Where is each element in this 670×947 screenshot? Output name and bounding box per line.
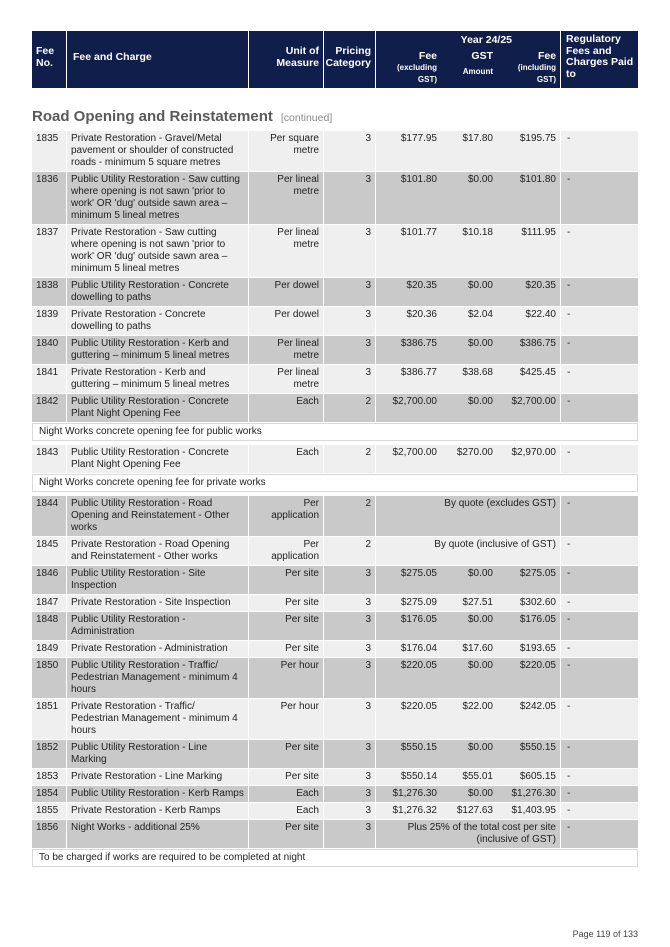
unit-of-measure: Per hour (248, 658, 323, 699)
header-fee-incl-sub: (including GST) (517, 63, 557, 84)
fee-incl-gst: $22.40 (497, 307, 560, 336)
unit-of-measure: Per square metre (248, 131, 323, 172)
fee-excl-gst: $101.80 (375, 172, 441, 225)
table-row (32, 699, 638, 740)
fee-table (32, 31, 638, 88)
fee-description: Public Utility Restoration - Concrete Plant Night Opening Fee (66, 445, 248, 474)
pricing-category: 2 (323, 394, 375, 423)
pricing-category: 3 (323, 612, 375, 641)
fee-description: Public Utility Restoration - Kerb and guttering – minimum 5 lineal metres (66, 336, 248, 365)
fee-number: 1856 (32, 820, 66, 849)
unit-of-measure: Per site (248, 769, 323, 786)
fee-excl-gst: $177.95 (375, 131, 441, 172)
fee-excl-gst: $386.75 (375, 336, 441, 365)
pricing-category: 3 (323, 641, 375, 658)
fee-number: 1844 (32, 496, 66, 537)
unit-of-measure: Per site (248, 820, 323, 849)
fee-excl-gst: $220.05 (375, 699, 441, 740)
fee-excl-gst: $275.09 (375, 595, 441, 612)
table-row (32, 278, 638, 307)
table-row (32, 365, 638, 394)
gst-amount: $0.00 (441, 786, 497, 803)
fee-number: 1838 (32, 278, 66, 307)
pricing-category: 3 (323, 740, 375, 769)
fee-incl-gst: $111.95 (497, 225, 560, 278)
fee-description: Public Utility Restoration - Concrete Plant Night Opening Fee (66, 394, 248, 423)
fee-excl-gst: $176.04 (375, 641, 441, 658)
fee-excl-gst: $550.14 (375, 769, 441, 786)
fee-number: 1837 (32, 225, 66, 278)
unit-of-measure: Per lineal metre (248, 336, 323, 365)
header-fee-excl-sub: (excluding GST) (396, 63, 437, 84)
fee-description: Private Restoration - Concrete dowelling to paths (66, 307, 248, 336)
fee-incl-gst: $605.15 (497, 769, 560, 786)
fee-description: Public Utility Restoration - Line Marking (66, 740, 248, 769)
fee-description: Private Restoration - Gravel/Metal pavement or shoulder of constructed roads - minimum 5 square metres (66, 131, 248, 172)
fee-description: Public Utility Restoration - Traffic/ Pedestrian Management - minimum 4 hours (66, 658, 248, 699)
gst-amount: $0.00 (441, 394, 497, 423)
table-header (32, 31, 638, 88)
pricing-category: 3 (323, 566, 375, 595)
fee-description: Public Utility Restoration - Site Inspection (66, 566, 248, 595)
unit-of-measure: Per site (248, 595, 323, 612)
gst-amount: $0.00 (441, 740, 497, 769)
regulatory-paid-to: - (560, 537, 638, 566)
row-note (32, 423, 638, 441)
fee-excl-gst: $275.05 (375, 566, 441, 595)
unit-of-measure: Per application (248, 537, 323, 566)
gst-amount: $10.18 (441, 225, 497, 278)
pricing-category: 2 (323, 496, 375, 537)
gst-amount: $127.63 (441, 803, 497, 820)
gst-amount: $55.01 (441, 769, 497, 786)
section-title (32, 108, 638, 125)
gst-amount: $0.00 (441, 278, 497, 307)
table-row (32, 172, 638, 225)
fee-excl-gst: $2,700.00 (375, 445, 441, 474)
fee-description: Private Restoration - Line Marking (66, 769, 248, 786)
table-row (32, 131, 638, 172)
fee-incl-gst: $101.80 (497, 172, 560, 225)
fee-number: 1854 (32, 786, 66, 803)
regulatory-paid-to: - (560, 740, 638, 769)
unit-of-measure: Per site (248, 612, 323, 641)
fee-description: Private Restoration - Kerb Ramps (66, 803, 248, 820)
section-continued: [continued] (280, 112, 333, 124)
fee-number: 1850 (32, 658, 66, 699)
table-row (32, 336, 638, 365)
regulatory-paid-to: - (560, 336, 638, 365)
header-fee-and-charge: Fee and Charge (66, 31, 248, 88)
unit-of-measure: Per application (248, 496, 323, 537)
pricing-category: 3 (323, 820, 375, 849)
pricing-category: 3 (323, 336, 375, 365)
unit-of-measure: Per site (248, 566, 323, 595)
row-note (32, 849, 638, 867)
fee-incl-gst: $302.60 (497, 595, 560, 612)
header-gst-sub: Amount (462, 67, 493, 76)
fee-number: 1842 (32, 394, 66, 423)
regulatory-paid-to: - (560, 365, 638, 394)
regulatory-paid-to: - (560, 612, 638, 641)
pricing-category: 3 (323, 803, 375, 820)
fee-description: Public Utility Restoration - Kerb Ramps (66, 786, 248, 803)
unit-of-measure: Per lineal metre (248, 172, 323, 225)
header-fee-excl-label: Fee (418, 50, 437, 62)
fee-number: 1847 (32, 595, 66, 612)
fee-incl-gst: $220.05 (497, 658, 560, 699)
header-gst-label: GST (471, 50, 493, 62)
unit-of-measure: Each (248, 786, 323, 803)
fee-excl-gst: $176.05 (375, 612, 441, 641)
gst-amount: $0.00 (441, 612, 497, 641)
regulatory-paid-to: - (560, 786, 638, 803)
header-unit-of-measure: Unit of Measure (248, 31, 323, 88)
fee-number: 1853 (32, 769, 66, 786)
pricing-category: 3 (323, 595, 375, 612)
fee-incl-gst: $275.05 (497, 566, 560, 595)
regulatory-paid-to: - (560, 566, 638, 595)
pricing-category: 3 (323, 699, 375, 740)
unit-of-measure: Per site (248, 641, 323, 658)
fee-incl-gst: $20.35 (497, 278, 560, 307)
pricing-category: 2 (323, 537, 375, 566)
fee-incl-gst: $550.15 (497, 740, 560, 769)
fee-excl-gst: $1,276.30 (375, 786, 441, 803)
pricing-category: 3 (323, 172, 375, 225)
fee-incl-gst: $193.65 (497, 641, 560, 658)
fee-description: Private Restoration - Administration (66, 641, 248, 658)
table-row (32, 394, 638, 423)
fee-number: 1839 (32, 307, 66, 336)
pricing-category: 3 (323, 307, 375, 336)
header-gst (441, 47, 497, 88)
section-title-text: Road Opening and Reinstatement (32, 108, 273, 125)
row-note-text: To be charged if works are required to be completed at night (32, 849, 638, 867)
table-row (32, 595, 638, 612)
fee-number: 1851 (32, 699, 66, 740)
gst-amount: $2.04 (441, 307, 497, 336)
regulatory-paid-to: - (560, 595, 638, 612)
fee-number: 1843 (32, 445, 66, 474)
row-note-text: Night Works concrete opening fee for private works (32, 474, 638, 492)
fee-quote-text: By quote (inclusive of GST) (375, 537, 560, 566)
table-row (32, 307, 638, 336)
fee-rows (32, 131, 638, 867)
gst-amount: $38.68 (441, 365, 497, 394)
fee-excl-gst: $2,700.00 (375, 394, 441, 423)
header-fee-incl (497, 47, 560, 88)
regulatory-paid-to: - (560, 225, 638, 278)
fee-excl-gst: $20.36 (375, 307, 441, 336)
regulatory-paid-to: - (560, 445, 638, 474)
gst-amount: $0.00 (441, 172, 497, 225)
pricing-category: 3 (323, 225, 375, 278)
gst-amount: $17.60 (441, 641, 497, 658)
regulatory-paid-to: - (560, 278, 638, 307)
fee-incl-gst: $2,970.00 (497, 445, 560, 474)
fee-excl-gst: $220.05 (375, 658, 441, 699)
table-row (32, 740, 638, 769)
fee-description: Public Utility Restoration - Saw cutting where opening is not sawn 'prior to work' OR 'dug' outside sawn area – minimum 5 lineal metres (66, 172, 248, 225)
regulatory-paid-to: - (560, 699, 638, 740)
fee-number: 1836 (32, 172, 66, 225)
fee-incl-gst: $1,403.95 (497, 803, 560, 820)
fee-quote-text: Plus 25% of the total cost per site (inclusive of GST) (375, 820, 560, 849)
regulatory-paid-to: - (560, 769, 638, 786)
table-row (32, 612, 638, 641)
gst-amount: $22.00 (441, 699, 497, 740)
fee-excl-gst: $101.77 (375, 225, 441, 278)
gst-amount: $17.80 (441, 131, 497, 172)
gst-amount: $0.00 (441, 566, 497, 595)
gst-amount: $0.00 (441, 336, 497, 365)
fee-quote-text: By quote (excludes GST) (375, 496, 560, 537)
regulatory-paid-to: - (560, 641, 638, 658)
table-row (32, 496, 638, 537)
header-regulatory: Regulatory Fees and Charges Paid to (560, 31, 638, 88)
row-note (32, 474, 638, 492)
fee-incl-gst: $176.05 (497, 612, 560, 641)
row-note-text: Night Works concrete opening fee for public works (32, 423, 638, 441)
unit-of-measure: Each (248, 803, 323, 820)
fee-number: 1846 (32, 566, 66, 595)
fee-description: Night Works - additional 25% (66, 820, 248, 849)
table-row (32, 641, 638, 658)
unit-of-measure: Per lineal metre (248, 365, 323, 394)
pricing-category: 3 (323, 278, 375, 307)
header-fee-excl (375, 47, 441, 88)
header-fee-incl-label: Fee (537, 50, 557, 62)
regulatory-paid-to: - (560, 131, 638, 172)
fee-incl-gst: $2,700.00 (497, 394, 560, 423)
unit-of-measure: Per dowel (248, 278, 323, 307)
fee-description: Private Restoration - Saw cutting where opening is not sawn 'prior to work' OR 'dug' outside sawn area – minimum 5 lineal metres (66, 225, 248, 278)
fee-number: 1840 (32, 336, 66, 365)
page-number: Page 119 of 133 (572, 929, 638, 939)
unit-of-measure: Per dowel (248, 307, 323, 336)
table-row (32, 803, 638, 820)
fee-description: Private Restoration - Road Opening and Reinstatement - Other works (66, 537, 248, 566)
fee-description: Private Restoration - Kerb and guttering – minimum 5 lineal metres (66, 365, 248, 394)
pricing-category: 3 (323, 365, 375, 394)
regulatory-paid-to: - (560, 658, 638, 699)
header-year-label: Year 24/25 (460, 34, 513, 46)
fee-incl-gst: $195.75 (497, 131, 560, 172)
fee-number: 1848 (32, 612, 66, 641)
fee-rows-table (32, 131, 638, 867)
table-row (32, 225, 638, 278)
gst-amount: $270.00 (441, 445, 497, 474)
fee-description: Public Utility Restoration - Road Opening and Reinstatement - Other works (66, 496, 248, 537)
fee-number: 1841 (32, 365, 66, 394)
pricing-category: 3 (323, 658, 375, 699)
fee-number: 1855 (32, 803, 66, 820)
table-row (32, 786, 638, 803)
fee-incl-gst: $386.75 (497, 336, 560, 365)
table-row (32, 537, 638, 566)
fee-excl-gst: $550.15 (375, 740, 441, 769)
fee-incl-gst: $1,276.30 (497, 786, 560, 803)
header-pricing-category: Pricing Category (323, 31, 375, 88)
fee-incl-gst: $242.05 (497, 699, 560, 740)
fee-number: 1852 (32, 740, 66, 769)
regulatory-paid-to: - (560, 172, 638, 225)
pricing-category: 3 (323, 769, 375, 786)
fee-number: 1835 (32, 131, 66, 172)
fee-description: Public Utility Restoration - Administration (66, 612, 248, 641)
fee-excl-gst: $386.77 (375, 365, 441, 394)
fee-schedule-page (32, 31, 638, 867)
pricing-category: 3 (323, 786, 375, 803)
table-row (32, 769, 638, 786)
fee-number: 1845 (32, 537, 66, 566)
fee-description: Public Utility Restoration - Concrete dowelling to paths (66, 278, 248, 307)
table-row (32, 658, 638, 699)
fee-description: Private Restoration - Traffic/ Pedestrian Management - minimum 4 hours (66, 699, 248, 740)
header-fee-no: Fee No. (32, 31, 66, 88)
pricing-category: 2 (323, 445, 375, 474)
regulatory-paid-to: - (560, 820, 638, 849)
unit-of-measure: Per hour (248, 699, 323, 740)
gst-amount: $27.51 (441, 595, 497, 612)
regulatory-paid-to: - (560, 307, 638, 336)
table-row (32, 445, 638, 474)
fee-description: Private Restoration - Site Inspection (66, 595, 248, 612)
table-row (32, 820, 638, 849)
unit-of-measure: Per site (248, 740, 323, 769)
header-year (375, 31, 560, 47)
fee-excl-gst: $1,276.32 (375, 803, 441, 820)
table-row (32, 566, 638, 595)
unit-of-measure: Each (248, 445, 323, 474)
gst-amount: $0.00 (441, 658, 497, 699)
unit-of-measure: Each (248, 394, 323, 423)
regulatory-paid-to: - (560, 496, 638, 537)
fee-excl-gst: $20.35 (375, 278, 441, 307)
unit-of-measure: Per lineal metre (248, 225, 323, 278)
regulatory-paid-to: - (560, 394, 638, 423)
fee-number: 1849 (32, 641, 66, 658)
pricing-category: 3 (323, 131, 375, 172)
regulatory-paid-to: - (560, 803, 638, 820)
fee-incl-gst: $425.45 (497, 365, 560, 394)
